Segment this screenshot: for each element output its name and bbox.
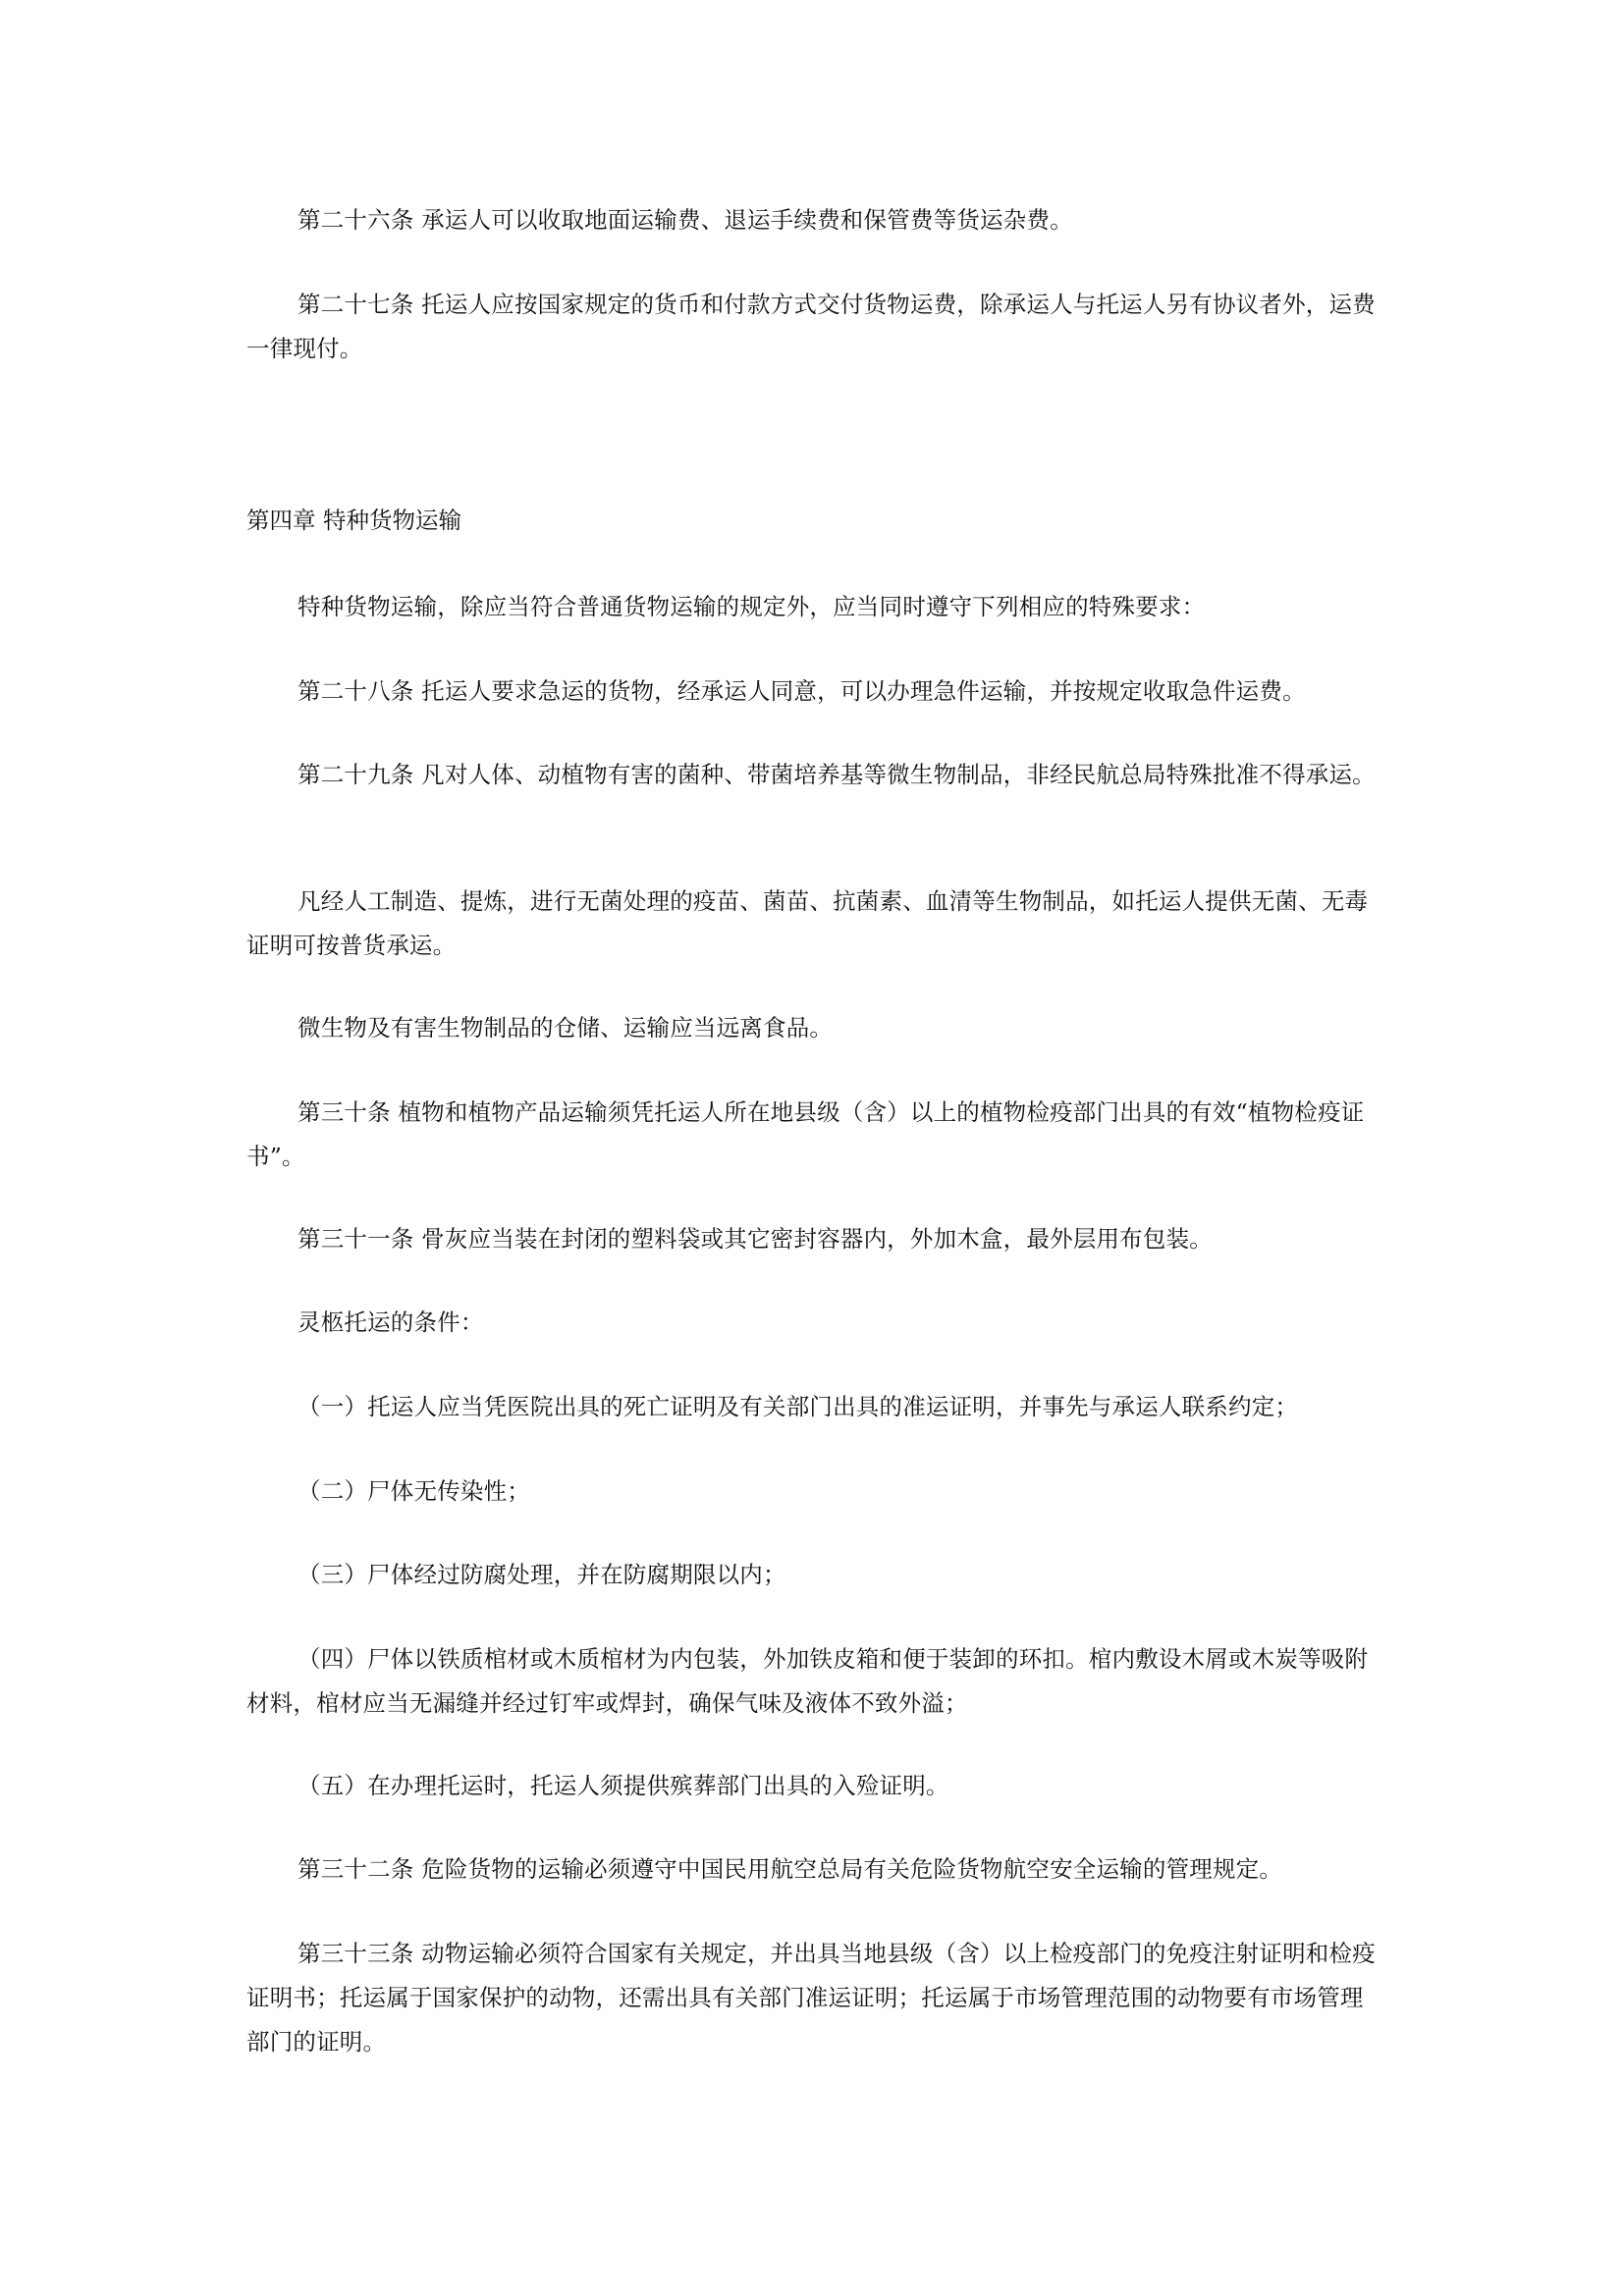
sterile-biologics-paragraph: 凡经人工制造、提炼，进行无菌处理的疫苗、菌苗、抗菌素、血清等生物制品，如托运人提供无菌、无毒证明可按普货承运。 (246, 887, 1369, 959)
article-29-paragraph: 第二十九条 凡对人体、动植物有害的菌种、带菌培养基等微生物制品，非经民航总局特殊批准不得承运。 (298, 761, 1376, 788)
article-28-paragraph: 第二十八条 托运人要求急运的货物，经承运人同意，可以办理急件运输，并按规定收取急件运费。 (298, 677, 1306, 705)
chapter-4-title: 第四章 特种货物运输 (246, 507, 461, 534)
coffin-condition-2: （二）尸体无传染性； (298, 1477, 530, 1505)
coffin-conditions-heading: 灵柩托运的条件： (298, 1308, 484, 1336)
coffin-condition-1: （一）托运人应当凭医院出具的死亡证明及有关部门出具的准运证明，并事先与承运人联系约定； (298, 1393, 1299, 1420)
microbial-storage-paragraph: 微生物及有害生物制品的仓储、运输应当远离食品。 (298, 1014, 834, 1041)
article-27-paragraph: 第二十七条 托运人应按国家规定的货币和付款方式交付货物运费，除承运人与托运人另有协议者外，运费一律现付。 (246, 291, 1376, 362)
chapter-4-intro-paragraph: 特种货物运输，除应当符合普通货物运输的规定外，应当同时遵守下列相应的特殊要求： (298, 593, 1206, 620)
coffin-condition-5: （五）在办理托运时，托运人须提供殡葬部门出具的入殓证明。 (298, 1772, 949, 1799)
article-31-paragraph: 第三十一条 骨灰应当装在封闭的塑料袋或其它密封容器内，外加木盒，最外层用布包装。 (298, 1225, 1213, 1253)
article-32-paragraph: 第三十二条 危险货物的运输必须遵守中国民用航空总局有关危险货物航空安全运输的管理规定。 (298, 1855, 1283, 1883)
article-30-paragraph: 第三十条 植物和植物产品运输须凭托运人所在地县级（含）以上的植物检疫部门出具的有效“植物检疫证书”。 (246, 1098, 1365, 1170)
coffin-condition-3: （三）尸体经过防腐处理，并在防腐期限以内； (298, 1561, 786, 1588)
coffin-condition-4: （四）尸体以铁质棺材或木质棺材为内包装，外加铁皮箱和便于装卸的环扣。棺内敷设木屑或木炭等吸附材料，棺材应当无漏缝并经过钉牢或焊封，确保气味及液体不致外溢； (246, 1645, 1369, 1717)
article-26-paragraph: 第二十六条 承运人可以收取地面运输费、退运手续费和保管费等货运杂费。 (298, 206, 1073, 234)
article-33-paragraph: 第三十三条 动物运输必须符合国家有关规定，并出具当地县级（含）以上检疫部门的免疫注射证明和检疫证明书；托运属于国家保护的动物，还需出具有关部门准运证明；托运属于市场管理范围的动物要有市场管理部门的证明。 (246, 1940, 1376, 2056)
